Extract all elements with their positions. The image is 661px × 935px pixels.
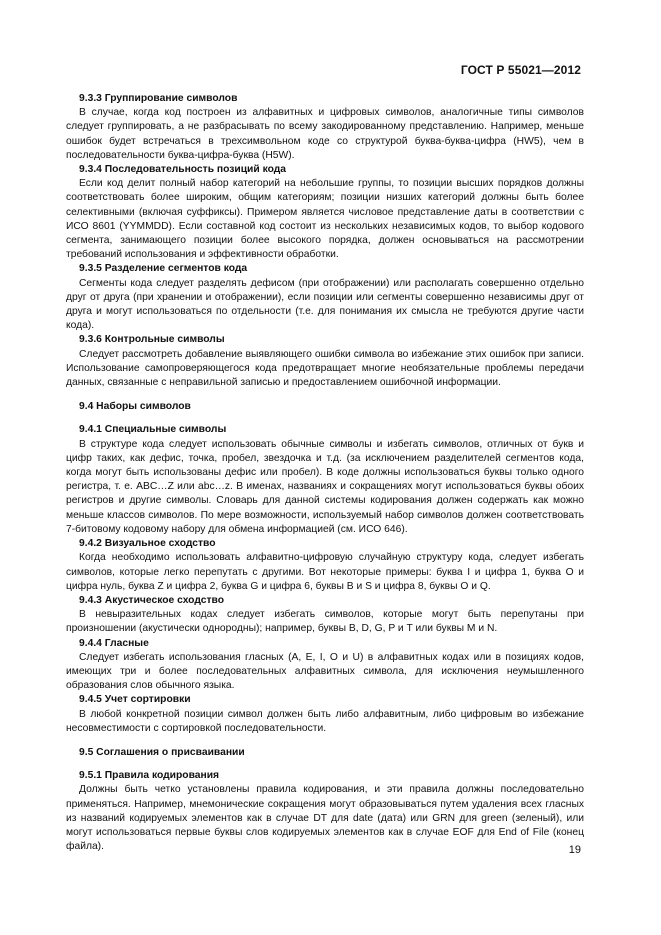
section-heading: 9.5 Соглашения о присваивании (79, 746, 245, 758)
section-heading: 9.3.5 Разделение сегментов кода (79, 263, 248, 275)
paragraph: В невыразительных кодах следует избегать символов, которые могут быть перепутаны при произношении (акустически однородны); например, буквы B, D, G, P и T или буквы M и N. (66, 609, 584, 635)
paragraph: В структуре кода следует использовать обычные символы и избегать символов, отличных от букв и цифр таких, как дефис, точка, пробел, звездочка и т.д. (за исключением разделителей сегментов кода, когда могут быть использованы дефис или пробел). В коде должны использоваться буквы только одного регистра, т. е. ABC…Z или abc…z. В именах, названиях и сокращениях могут использоваться буквы обоих регистров и другие символы. Словарь для данной системы кодирования должен содержать как можно меньше классов символов. По мере возможности, используемый набор символов должен соответствовать 7-битовому кодовому набору для обмена информацией (см. ИСО 646). (66, 438, 584, 535)
section-heading: 9.4.4 Гласные (79, 637, 149, 649)
page-number: 19 (568, 844, 581, 856)
section-heading: 9.4.1 Специальные символы (79, 424, 227, 436)
paragraph: В любой конкретной позиции символ должен быть либо алфавитным, либо цифровым во избежание несовместимости с сортировкой последовательности. (66, 708, 584, 734)
paragraph: Сегменты кода следует разделять дефисом (при отображении) или располагать совершенно отдельно друг от друга (при хранении и отображении), если позиции или сегменты совершенно независимы друг от друга и могут использоваться по отдельности (т.е. для понимания их смысла не требуются другие части кода). (66, 277, 584, 332)
section-heading: 9.4.5 Учет сортировки (79, 694, 191, 706)
paragraph: Следует избегать использования гласных (A, E, I, O и U) в алфавитных кодах или в позициях кодов, имеющих три и более последовательных алфавитных символа, для исключения неумышленного образования слов обычного языка. (66, 651, 584, 692)
section-heading: 9.4.3 Акустическое сходство (79, 594, 224, 606)
section-heading: 9.3.4 Последовательность позиций кода (79, 164, 287, 176)
standard-header: ГОСТ Р 55021—2012 (460, 63, 581, 77)
paragraph: Если код делит полный набор категорий на небольшие группы, то позиции высших порядков должны соответствовать более широким, общим категориям; позиции низших категорий должны быть более селективными (включая суффиксы). Примером является числовое представление даты в соответствии с ИСО 8601 (YYMMDD). Если составной код состоит из нескольких независимых кодов, то выбор кодового сегмента, занимающего позиции более высокого порядка, должен основываться на рассмотрении требований использования и эффективности обработки. (66, 178, 584, 261)
section-heading: 9.4.2 Визуальное сходство (79, 538, 216, 550)
section-heading: 9.4 Наборы символов (79, 401, 191, 413)
paragraph: Должны быть четко установлены правила кодирования, и эти правила должны последовательно применяться. Например, мнемонические сокращения могут образовываться путем удаления всех гласных из названий кодируемых элементов как в случае DT для date (дата) или GRN для green (зеленый), или могут использоваться первые буквы слов кодируемых элементов как в случае EOF для End of File (конец файла). (66, 784, 584, 853)
page-content (66, 92, 584, 854)
section-heading: 9.5.1 Правила кодирования (79, 770, 220, 782)
paragraph: Следует рассмотреть добавление выявляющего ошибки символа во избежание этих ошибок при записи. Использование самопроверяющегося кода предотвращает многие необязательные проблемы передачи данных, связанные с неправильной записью и предоставлением ошибочной информации. (66, 348, 584, 389)
paragraph: Когда необходимо использовать алфавитно-цифровую случайную структуру кода, следует избегать символов, которые легко перепутать с другими. Вот некоторые примеры: буква I и цифра 1, буква O и цифра нуль, буква Z и цифра 2, буква G и цифра 6, буквы B и S и цифра 8, буквы O и Q. (66, 552, 584, 592)
paragraph: В случае, когда код построен из алфавитных и цифровых символов, аналогичные типы символов следует группировать, а не разбрасывать по всему закодированному представлению. Например, меньше ошибок будет встречаться в трехсимвольном коде со структурой буква-буква-цифра (HW5), чем в последовательности буква-цифра-буква (H5W). (66, 107, 584, 161)
section-heading: 9.3.3 Группирование символов (79, 93, 238, 104)
section-heading: 9.3.6 Контрольные символы (79, 334, 225, 346)
